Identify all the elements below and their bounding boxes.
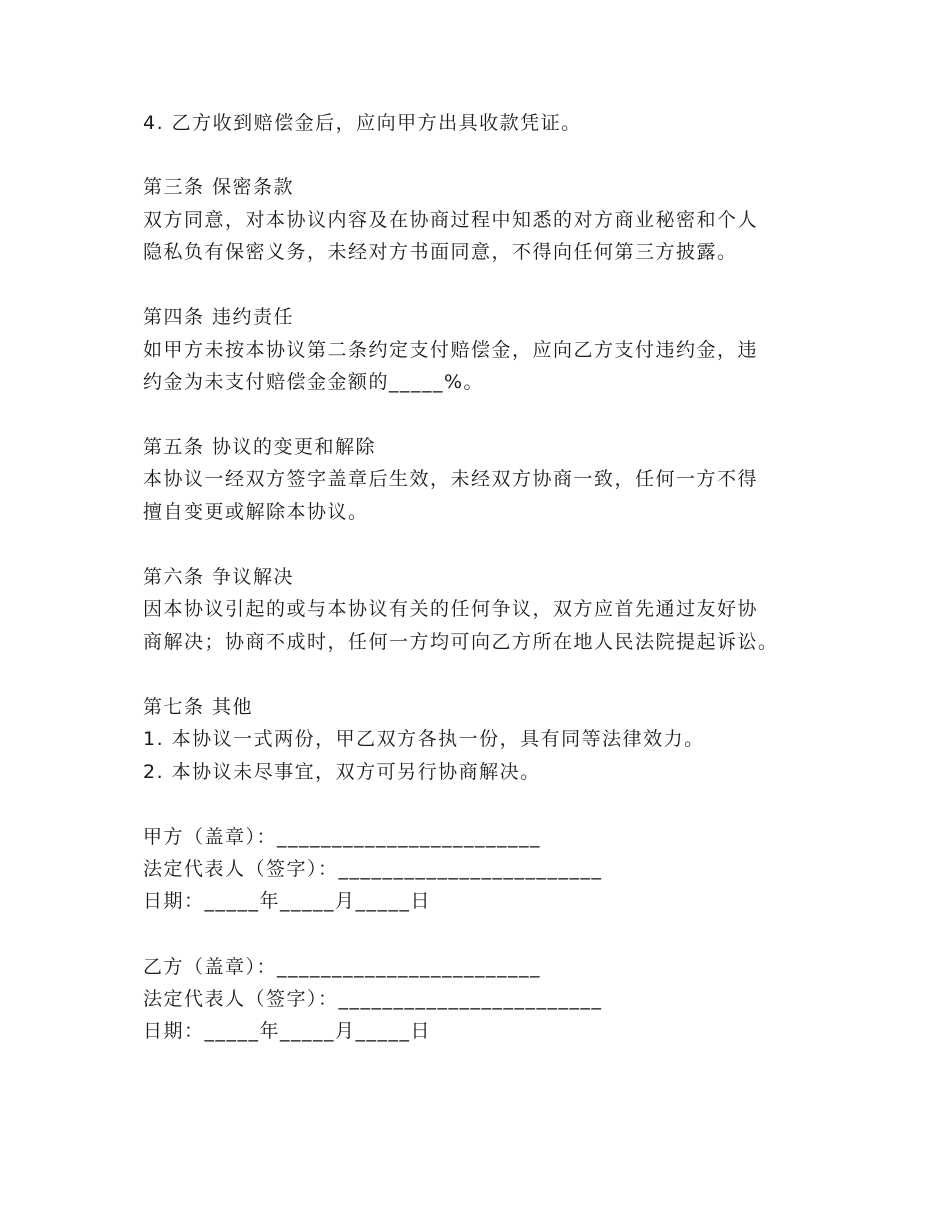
clause5-heading: 第五条 协议的变更和解除 <box>143 436 377 458</box>
clause6-text-line1: 因本协议引起的或与本协议有关的任何争议，双方应首先通过友好协 <box>143 598 759 620</box>
clause7-item2: 2. 本协议未尽事宜，双方可另行协商解决。 <box>143 761 541 783</box>
party-b-seal-line: 乙方（盖章）：________________________ <box>143 956 542 978</box>
clause6-text-line2: 商解决；协商不成时，任何一方均可向乙方所在地人民法院提起诉讼。 <box>143 631 779 653</box>
clause7-heading: 第七条 其他 <box>143 696 254 718</box>
clause6-heading: 第六条 争议解决 <box>143 566 295 588</box>
clause3-heading: 第三条 保密条款 <box>143 176 295 198</box>
clause4-text-line1: 如甲方未按本协议第二条约定支付赔偿金，应向乙方支付违约金，违 <box>143 339 759 361</box>
party-b-date-line: 日期：_____年_____月_____日 <box>143 1020 432 1042</box>
party-a-date-line: 日期：_____年_____月_____日 <box>143 890 432 912</box>
clause3-text-line1: 双方同意，对本协议内容及在协商过程中知悉的对方商业秘密和个人 <box>143 209 759 231</box>
party-a-seal-line: 甲方（盖章）：________________________ <box>143 826 542 848</box>
clause4-heading: 第四条 违约责任 <box>143 306 295 328</box>
clause5-text-line2: 擅自变更或解除本协议。 <box>143 501 369 523</box>
party-b-representative-line: 法定代表人（签字）：________________________ <box>143 988 603 1010</box>
clause2-item4: 4. 乙方收到赔偿金后，应向甲方出具收款凭证。 <box>143 112 582 134</box>
clause5-text-line1: 本协议一经双方签字盖章后生效，未经双方协商一致，任何一方不得 <box>143 468 759 490</box>
party-a-representative-line: 法定代表人（签字）：________________________ <box>143 858 603 880</box>
clause7-item1: 1. 本协议一式两份，甲乙双方各执一份，具有同等法律效力。 <box>143 728 705 750</box>
clause3-text-line2: 隐私负有保密义务，未经对方书面同意，不得向任何第三方披露。 <box>143 241 738 263</box>
clause4-text-line2: 约金为未支付赔偿金金额的_____%。 <box>143 371 485 393</box>
